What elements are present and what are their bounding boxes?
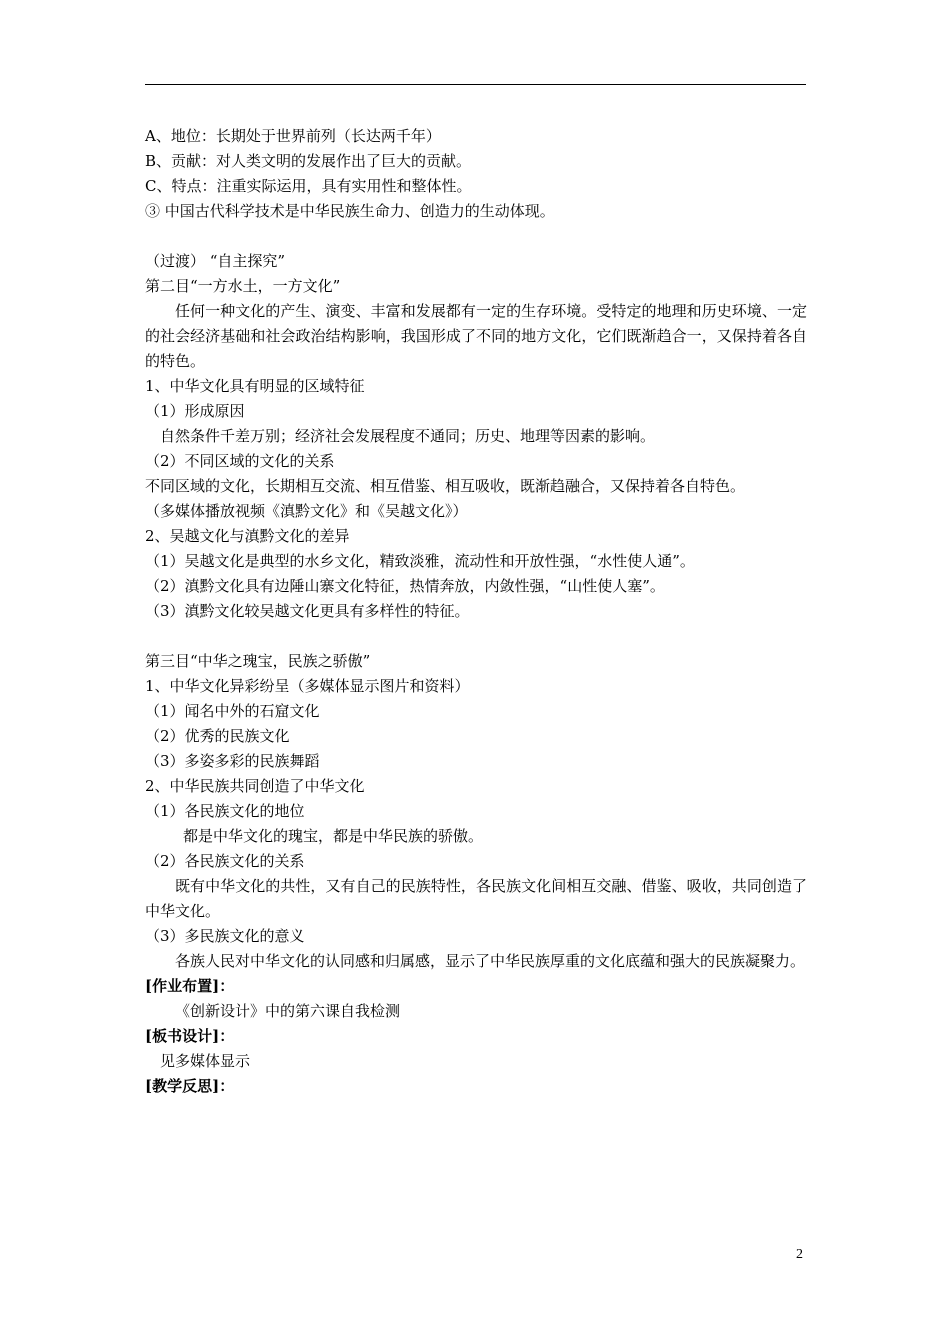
text-line: 见多媒体显示 [160, 1052, 251, 1070]
text-line: （1）各民族文化的地位 [145, 802, 305, 820]
board-design-heading: [板书设计]： [145, 1027, 235, 1045]
text-line: （过渡） “自主探究” [145, 252, 286, 270]
blank-line [145, 224, 807, 249]
text-line: 自然条件千差万别；经济社会发展程度不通同；历史、地理等因素的影响。 [160, 427, 656, 445]
header-rule [145, 84, 806, 85]
text-line: 2、中华民族共同创造了中华文化 [145, 777, 365, 795]
text-line: 不同区域的文化，长期相互交流、相互借鉴、相互吸收，既渐趋融合，又保持着各自特色。 [145, 477, 746, 495]
text-line: （2）各民族文化的关系 [145, 852, 305, 870]
paragraph: 任何一种文化的产生、演变、丰富和发展都有一定的生存环境。受特定的地理和历史环境、一定的社会经济基础和社会政治结构影响，我国形成了不同的地方文化，它们既渐趋合一，又保持着各自的特色。 [145, 302, 807, 370]
page-number: 2 [796, 1247, 803, 1262]
paragraph: 既有中华文化的共性，又有自己的民族特性，各民族文化间相互交融、借鉴、吸收，共同创造了中华文化。 [145, 877, 807, 920]
text-line: （1）吴越文化是典型的水乡文化，精致淡雅，流动性和开放性强，“水性使人通”。 [145, 552, 695, 570]
text-line: （多媒体播放视频《滇黔文化》和《吴越文化》） [145, 502, 468, 520]
text-line: （3）滇黔文化较吴越文化更具有多样性的特征。 [145, 602, 470, 620]
text-line: 1、中华文化异彩纷呈（多媒体显示图片和资料） [145, 677, 470, 695]
blank-line [145, 624, 807, 649]
text-line: （3）多民族文化的意义 [145, 927, 305, 945]
text-line: 《创新设计》中的第六课自我检测 [175, 1002, 401, 1020]
homework-heading: [作业布置]： [145, 977, 235, 995]
text-line: 都是中华文化的瑰宝，都是中华民族的骄傲。 [183, 827, 484, 845]
section-heading: 第二目“一方水土，一方文化” [145, 277, 341, 295]
text-line: （1）闻名中外的石窟文化 [145, 702, 320, 720]
paragraph: 各族人民对中华文化的认同感和归属感，显示了中华民族厚重的文化底蕴和强大的民族凝聚力。 [175, 952, 806, 970]
text-line: A、地位：长期处于世界前列（长达两千年） [145, 127, 441, 145]
text-line: （3）多姿多彩的民族舞蹈 [145, 752, 320, 770]
section-heading: 第三目“中华之瑰宝，民族之骄傲” [145, 652, 371, 670]
text-line: 2、吴越文化与滇黔文化的差异 [145, 527, 350, 545]
text-line: （2）不同区域的文化的关系 [145, 452, 335, 470]
document-body [145, 124, 807, 1099]
text-line: 1、中华文化具有明显的区域特征 [145, 377, 365, 395]
text-line: （1）形成原因 [145, 402, 245, 420]
text-line: （2）优秀的民族文化 [145, 727, 290, 745]
text-line: （2）滇黔文化具有边陲山寨文化特征，热情奔放，内敛性强，“山性使人塞”。 [145, 577, 665, 595]
text-line: ③ 中国古代科学技术是中华民族生命力、创造力的生动体现。 [145, 202, 555, 220]
text-line: C、特点：注重实际运用，具有实用性和整体性。 [145, 177, 472, 195]
reflection-heading: [教学反思]： [145, 1077, 235, 1095]
text-line: B、贡献：对人类文明的发展作出了巨大的贡献。 [145, 152, 472, 170]
